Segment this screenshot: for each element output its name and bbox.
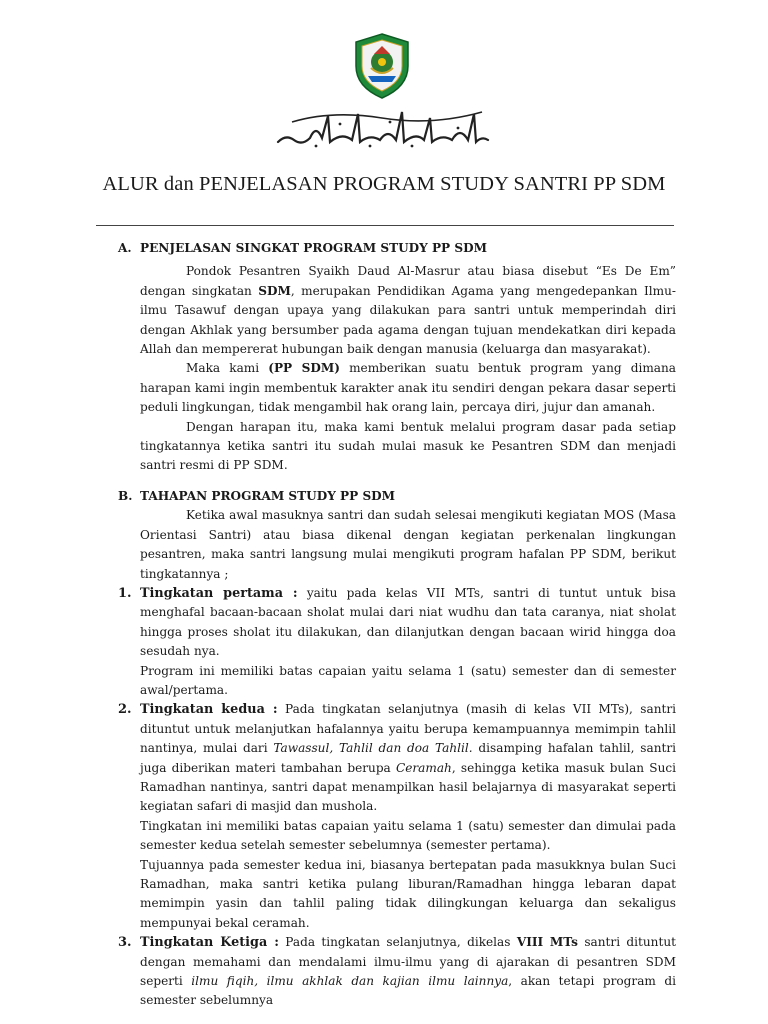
list-item-italic: ilmu fiqih, ilmu akhlak dan kajian ilmu lainnya	[191, 974, 509, 989]
list-item-text: santri dituntut dengan memahami dan mendalami ilmu-ilmu yang di ajarakan di pesantren SDM seperti	[140, 935, 676, 989]
paragraph-text: Pondok Pesantren Syaikh Daud Al-Masrur atau biasa disebut “Es De Em” dengan singkatan	[140, 264, 676, 298]
list-item-text: Pada tingkatan selanjutnya (masih di kelas VII MTs), santri dituntut untuk melanjutkan hafalannya yaitu berupa kemampuannya memimpin tahlil nantinya, mulai dari	[140, 702, 676, 756]
list-item-text: disamping hafalan tahlil, santri juga diberikan materi tambahan berupa	[140, 741, 677, 775]
list-item-text: , sehingga ketika masuk bulan Suci Ramadhan nantinya, santri dapat menampilkan hasil belajarnya di masyarakat seperti kegiatan safari di masjid dan mushola.	[140, 760, 676, 814]
list-item-number: 1.	[118, 585, 132, 601]
title-divider	[96, 225, 674, 226]
list-item-2	[118, 700, 677, 816]
list-item-1-note: Program ini memiliki batas capaian yaitu selama 1 (satu) semester dan di semester awal/pertama.	[140, 663, 676, 697]
section-b-letter: B.	[118, 488, 133, 503]
list-item-italic: Tawassul, Tahlil dan doa Tahlil.	[273, 741, 473, 756]
green-shield-emblem-icon	[352, 32, 412, 100]
section-b-title: TAHAPAN PROGRAM STUDY PP SDM	[140, 488, 396, 503]
list-item-italic: Ceramah	[395, 760, 452, 775]
list-item-2-note-2: Tujuannya pada semester kedua ini, biasanya bertepatan pada masukknya bulan Suci Ramadhan, maka santri ketika pulang liburan/Ramadhan hingga lebaran dapat memimpin yasin dan tahlil paling tidak dilingkungan keluarga dan sekaligus mempunyai bekal ceramah.	[140, 857, 676, 930]
list-item-bold: VIII MTs	[516, 935, 578, 950]
list-item-3	[118, 933, 676, 1011]
section-a-paragraph-2	[140, 359, 676, 417]
section-a-paragraph-1	[140, 262, 676, 359]
section-a-title: PENJELASAN SINGKAT PROGRAM STUDY PP SDM	[140, 241, 487, 255]
list-item-number: 3.	[118, 935, 132, 951]
list-item-title: Tingkatan pertama :	[140, 585, 298, 601]
paragraph-text: Maka kami	[186, 361, 269, 376]
list-item-text: , akan tetapi program di semester sebelumnya	[140, 974, 676, 1008]
list-item-2-note-1: Tingkatan ini memiliki batas capaian yaitu selama 1 (satu) semester dan dimulai pada semester kedua setelah semester sebelumnya (semester pertama).	[140, 818, 676, 853]
list-item-1	[118, 584, 676, 662]
list-item-title: Tingkatan kedua :	[140, 702, 278, 718]
list-item-text: yaitu pada kelas VII MTs, santri di tuntut untuk bisa menghafal bacaan-bacaan sholat mulai dari niat wudhu dan tata caranya, niat sholat hingga proses sholat itu dilakukan, dan dilanjutkan dengan bacaan wirid hingga doa sesudah nya.	[140, 585, 676, 659]
paragraph-text: memberikan suatu bentuk program yang dimana harapan kami ingin membentuk karakter anak itu sendiri dengan pekara dasar seperti peduli lingkungan, tidak mengambil hak orang lain, percaya diri, jujur dan amanah.	[140, 361, 676, 415]
section-a-paragraph-3: Dengan harapan itu, maka kami bentuk melalui program dasar pada setiap tingkatannya ketika santri itu sudah mulai masuk ke Pesantren SDM dan menjadi santri resmi di PP SDM.	[140, 419, 676, 473]
paragraph-bold: (PP SDM)	[268, 361, 340, 376]
document-title: ALUR dan PENJELASAN PROGRAM STUDY SANTRI PP SDM	[102, 173, 666, 195]
list-item-title: Tingkatan Ketiga :	[140, 935, 279, 951]
list-item-number: 2.	[118, 702, 132, 718]
list-item-text: Pada tingkatan selanjutnya, dikelas	[278, 935, 517, 950]
paragraph-bold: SDM	[258, 283, 291, 298]
section-b-heading	[0, 487, 768, 506]
arabic-calligraphy-banner	[272, 104, 494, 150]
section-b-intro: Ketika awal masuknya santri dan sudah selesai mengikuti kegiatan MOS (Masa Orientasi Santri) atau biasa dikenal dengan kegiatan perkenalan lingkungan pesantren, maka santri langsung mulai mengikuti program hafalan PP SDM, berikut tingkatannya ;	[140, 508, 676, 581]
section-a-letter: A.	[118, 241, 132, 255]
document-body	[0, 239, 768, 1011]
paragraph-text: , merupakan Pendidikan Agama yang mengedepankan Ilmu-ilmu Tasawuf dengan upaya yang dilakukan para santri untuk memperindah diri dengan Akhlak yang bersumber pada agama dengan tujuan mendekatkan diri kepada Allah dan mempererat hubungan baik dengan manusia (keluarga dan masyarakat).	[140, 283, 676, 357]
section-a-heading	[0, 239, 768, 258]
